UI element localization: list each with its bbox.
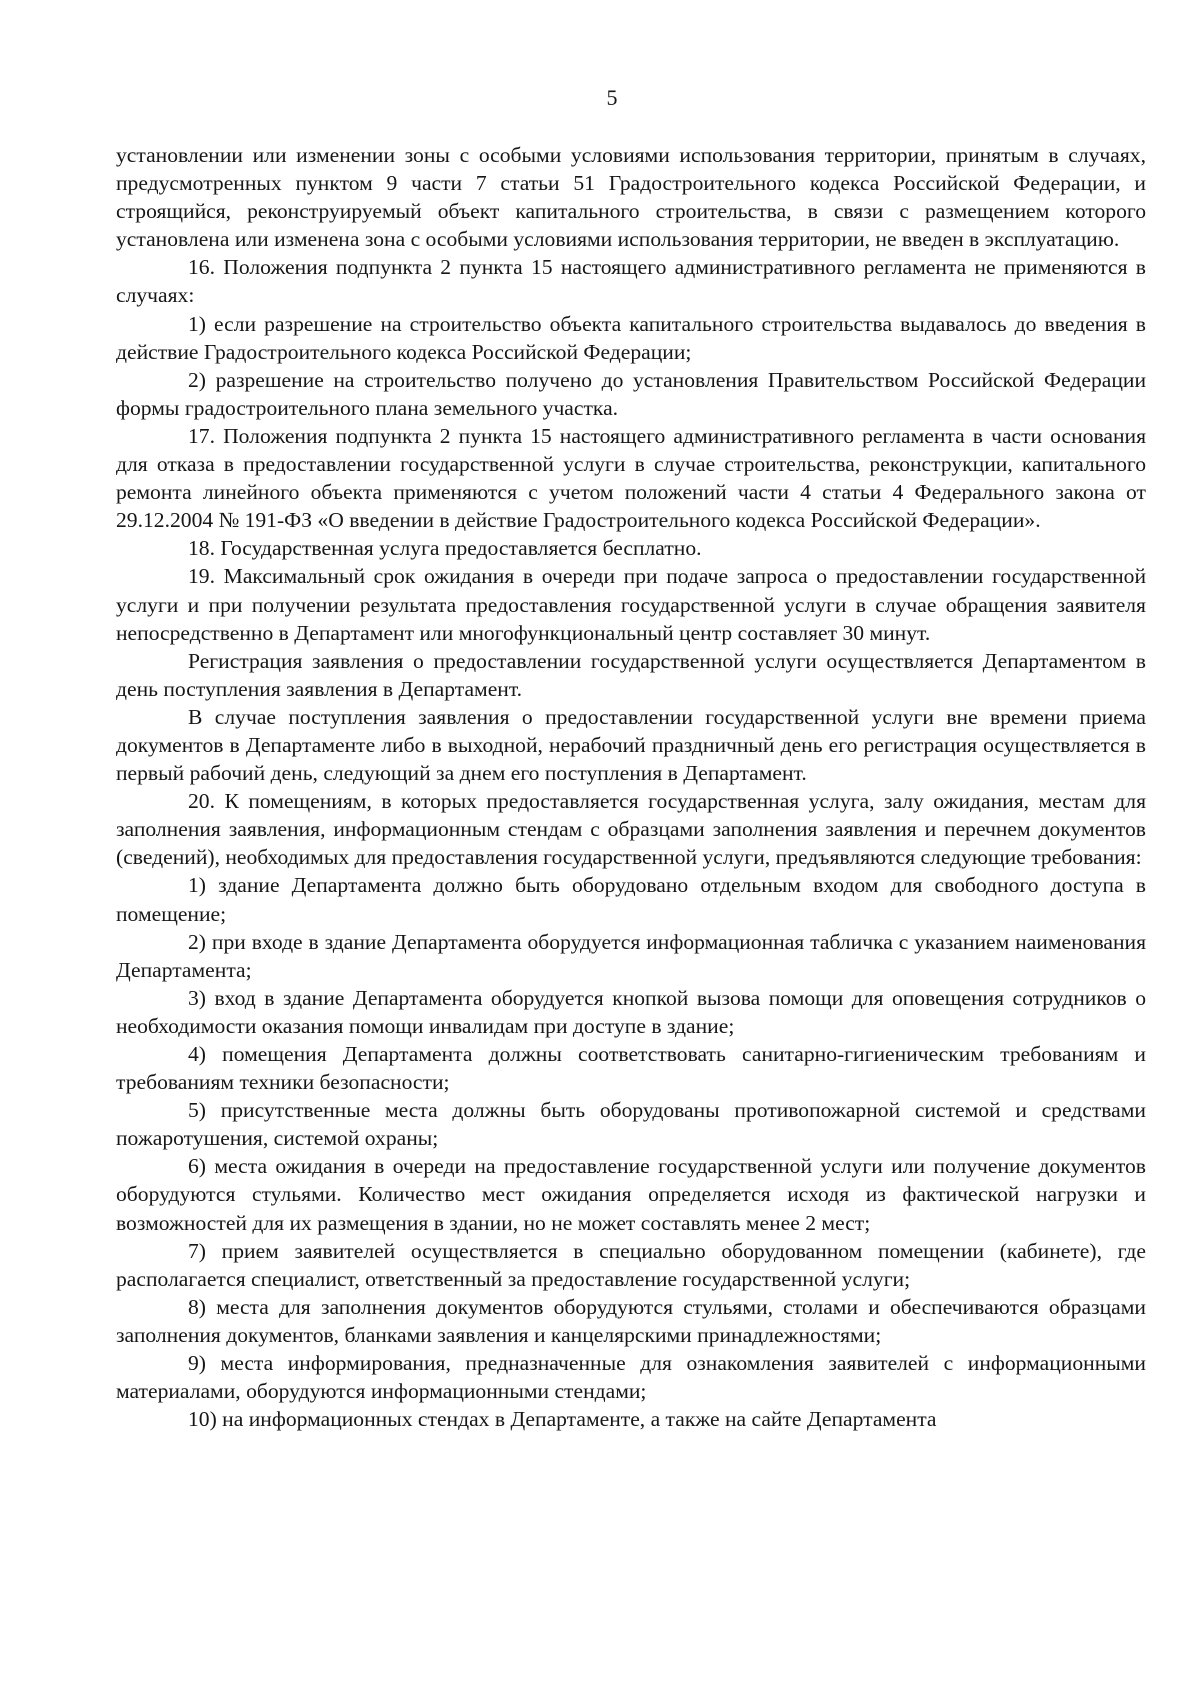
paragraph-clause-16: 16. Положения подпункта 2 пункта 15 настоящего административного регламента не применяются в случаях: [116,255,1146,308]
paragraph-registration: Регистрация заявления о предоставлении государственной услуги осуществляется Департаментом в день поступления заявления в Департамент. [116,648,1146,701]
paragraph-continuation: установлении или изменении зоны с особыми условиями использования территории, принятым в случаях, предусмотренных пунктом 9 части 7 статьи 51 Градостроительного кодекса Российской Федерации, и строящийся, реконструируемый объект капитального строительства, в связи с размещением которого установлена или изменена зона с особыми условиями использования территории, не введен в эксплуатацию. [116,143,1146,252]
paragraph-clause-20-item-8: 8) места для заполнения документов оборудуются стульями, столами и обеспечиваются образцами заполнения документов, бланками заявления и канцелярскими принадлежностями; [116,1294,1146,1347]
paragraph-clause-20-item-4: 4) помещения Департамента должны соответствовать санитарно-гигиеническим требованиям и требованиям техники безопасности; [116,1042,1146,1095]
paragraph-clause-16-item-1: 1) если разрешение на строительство объекта капитального строительства выдавалось до введения в действие Градостроительного кодекса Российской Федерации; [116,311,1146,364]
paragraph-clause-20: 20. К помещениям, в которых предоставляется государственная услуга, залу ожидания, местам для заполнения заявления, информационным стендам с образцами заполнения заявления и перечнем документов (сведений), необходимых для предоставления государственной услуги, предъявляются следующие требования: [116,789,1146,870]
paragraph-clause-18: 18. Государственная услуга предоставляется бесплатно. [188,536,702,561]
paragraph-clause-20-item-9: 9) места информирования, предназначенные для ознакомления заявителей с информационными материалами, оборудуются информационными стендами; [116,1351,1146,1404]
page-number: 5 [606,85,618,110]
paragraph-clause-20-item-7: 7) прием заявителей осуществляется в специально оборудованном помещении (кабинете), где располагается специалист, ответственный за предоставление государственной услуги; [116,1238,1146,1291]
paragraph-clause-20-item-6: 6) места ожидания в очереди на предоставление государственной услуги или получение документов оборудуются стульями. Количество мест ожидания определяется исходя из фактической нагрузки и возможностей для их размещения в здании, но не может составлять менее 2 мест; [116,1154,1146,1235]
paragraph-clause-19: 19. Максимальный срок ожидания в очереди при подаче запроса о предоставлении государственной услуги и при получении результата предоставления государственной услуги в случае обращения заявителя непосредственно в Департамент или многофункциональный центр составляет 30 минут. [116,564,1146,645]
paragraph-registration-offhours: В случае поступления заявления о предоставлении государственной услуги вне времени приема документов в Департаменте либо в выходной, нерабочий праздничный день его регистрация осуществляется в первый рабочий день, следующий за днем его поступления в Департамент. [116,704,1146,786]
document-body [116,141,1146,1433]
paragraph-clause-16-item-2: 2) разрешение на строительство получено до установления Правительством Российской Федерации формы градостроительного плана земельного участка. [116,367,1146,420]
paragraph-clause-20-item-3: 3) вход в здание Департамента оборудуется кнопкой вызова помощи для оповещения сотрудников о необходимости оказания помощи инвалидам при доступе в здание; [116,985,1146,1038]
paragraph-clause-20-item-5: 5) присутственные места должны быть оборудованы противопожарной системой и средствами пожаротушения, системой охраны; [116,1098,1146,1151]
paragraph-clause-17: 17. Положения подпункта 2 пункта 15 настоящего административного регламента в части основания для отказа в предоставлении государственной услуги в случае строительства, реконструкции, капитального ремонта линейного объекта применяются с учетом положений части 4 статьи 4 Федерального закона от 29.12.2004 № 191-ФЗ «О введении в действие Градостроительного кодекса Российской Федерации». [116,423,1146,533]
paragraph-clause-20-item-2: 2) при входе в здание Департамента оборудуется информационная табличка с указанием наименования Департамента; [116,929,1146,982]
paragraph-clause-20-item-10: 10) на информационных стендах в Департаменте, а также на сайте Департамента [188,1407,937,1432]
paragraph-clause-20-item-1: 1) здание Департамента должно быть оборудовано отдельным входом для свободного доступа в помещение; [116,873,1146,926]
